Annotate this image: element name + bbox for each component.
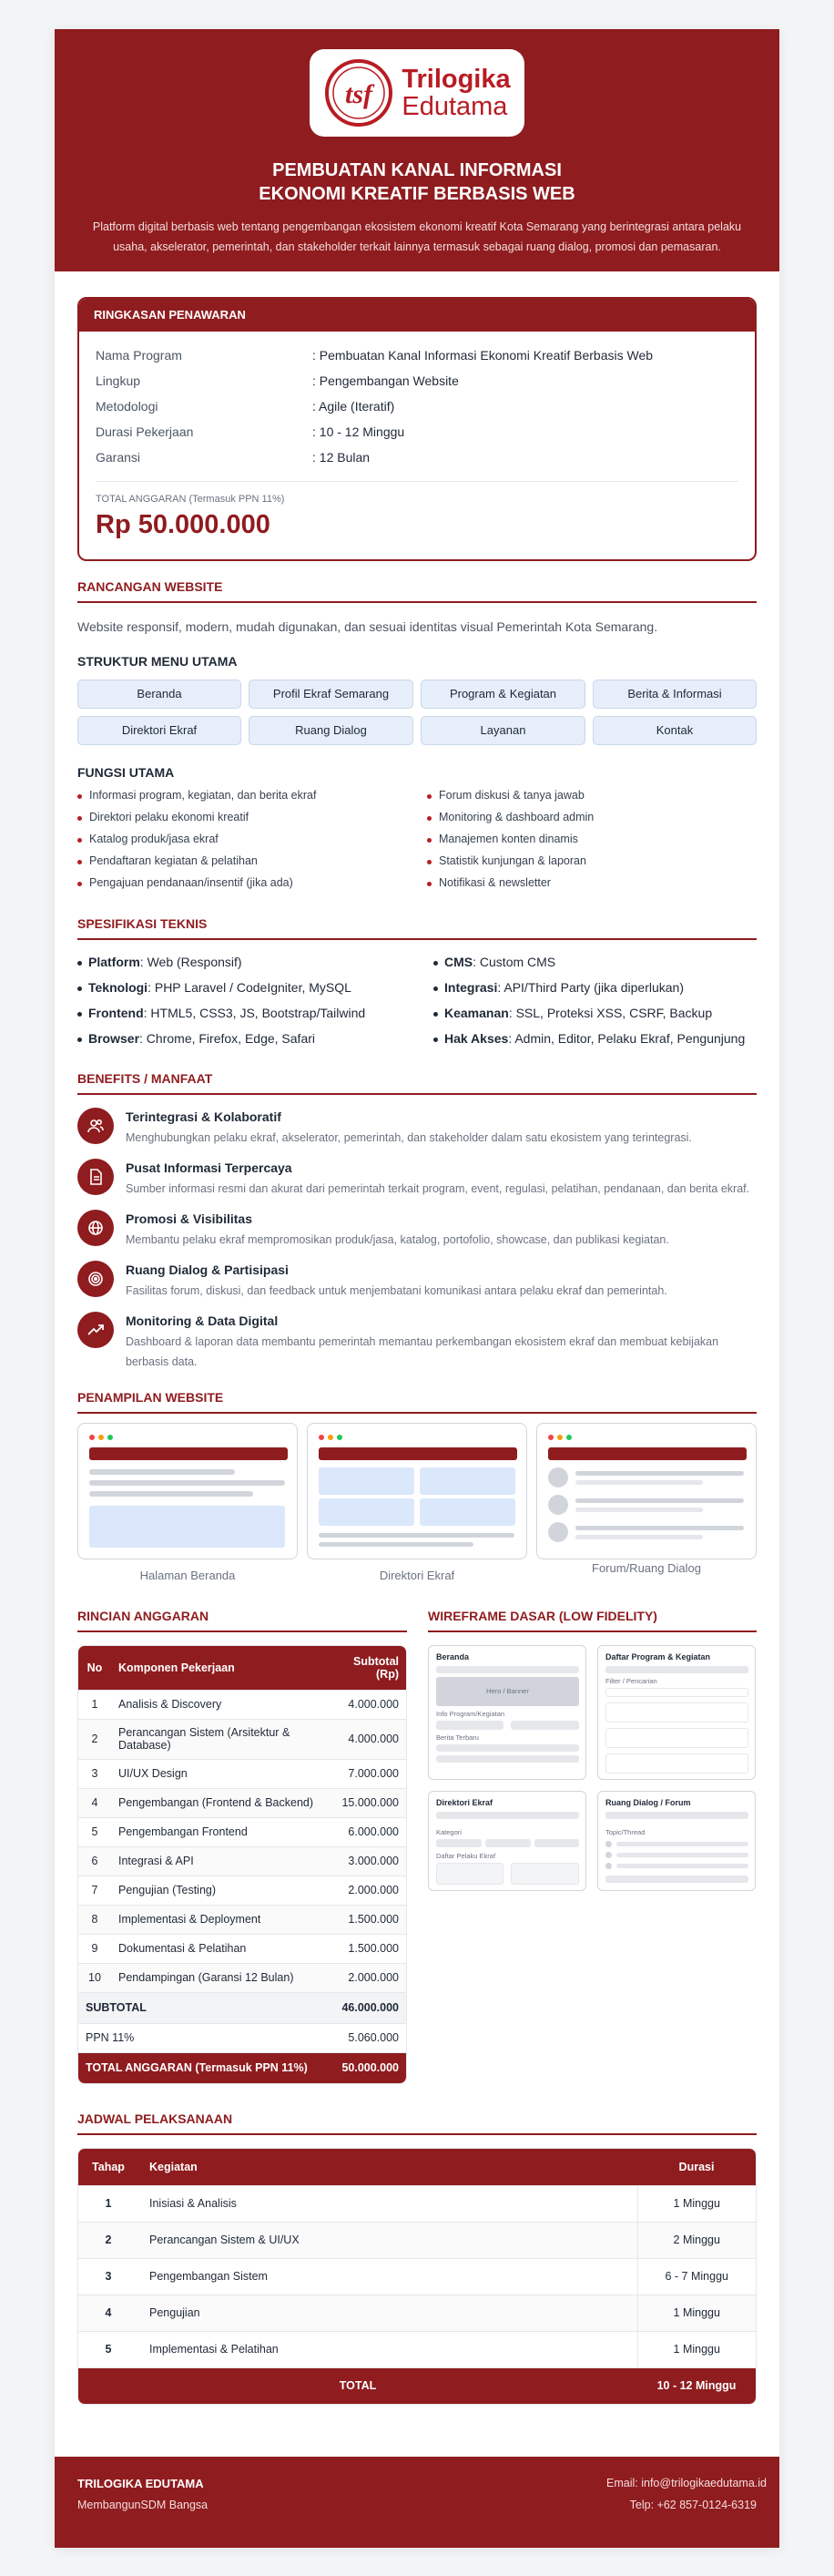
benefit-desc: Sumber informasi resmi dan akurat dari pemerintah terkait program, event, regulasi, pelatihan, pendanaan, dan berita ekraf. [126, 1182, 750, 1195]
budget-table [78, 1646, 406, 2083]
globe-icon [77, 1210, 114, 1246]
section-heading: WIREFRAME DASAR (LOW FIDELITY) [428, 1609, 757, 1632]
spec-item: Frontend: HTML5, CSS3, JS, Bootstrap/Tailwind [88, 1006, 366, 1020]
function-item: Pengajuan pendanaan/insentif (jika ada) [89, 876, 293, 889]
preview-caption: Direktori Ekraf [379, 1569, 455, 1582]
function-item: Pendaftaran kegiatan & pelatihan [89, 854, 258, 867]
table-row: 9 Dokumentasi & Pelatihan 1.500.000 [78, 1934, 406, 1963]
table-row: 3 UI/UX Design 7.000.000 [78, 1759, 406, 1788]
wireframe-program-list: Daftar Program & Kegiatan Filter / Pencarian [597, 1645, 756, 1780]
table-row: 4 Pengembangan (Frontend & Backend) 15.000.000 [78, 1788, 406, 1817]
section-heading: BENEFITS / MANFAAT [77, 1071, 757, 1095]
spec-item: Hak Akses: Admin, Editor, Pelaku Ekraf, Pengunjung [444, 1031, 746, 1046]
table-row: 2 Perancangan Sistem (Arsitektur & Database) 4.000.000 [78, 1719, 406, 1759]
budget-table-wrap [77, 1645, 407, 2084]
target-icon [77, 1261, 114, 1297]
function-item: Manajemen konten dinamis [439, 833, 578, 845]
hero-header [55, 29, 779, 271]
nav-ruang-dialog[interactable]: Ruang Dialog [249, 716, 413, 745]
nav-berita-informasi[interactable]: Berita & Informasi [593, 680, 757, 709]
page-title: PEMBUATAN KANAL INFORMASI EKONOMI KREATIF BERBASIS WEB [259, 160, 575, 204]
summary-value: : Pengembangan Website [312, 373, 459, 388]
benefit-desc: Menghubungkan pelaku ekraf, akselerator, pemerintah, dan stakeholder dalam satu ekosistem yang terintegrasi. [126, 1131, 692, 1144]
schedule-table [78, 2149, 756, 2404]
preview-section [77, 1390, 757, 1582]
function-item: Statistik kunjungan & laporan [439, 854, 586, 867]
section-heading: RINCIAN ANGGARAN [77, 1609, 407, 1632]
svg-text:tsf: tsf [345, 79, 373, 109]
wireframe-directory: Direktori Ekraf Kategori Daftar Pelaku Ekraf [428, 1791, 586, 1891]
table-row: 10 Pendampingan (Garansi 12 Bulan) 2.000.000 [78, 1963, 406, 1992]
table-row: 1 Analisis & Discovery 4.000.000 [78, 1690, 406, 1719]
total-budget-value: Rp 50.000.000 [96, 510, 270, 539]
preview-home [77, 1423, 298, 1559]
document-page [55, 29, 779, 2548]
function-item: Monitoring & dashboard admin [439, 811, 595, 823]
function-item: Notifikasi & newsletter [439, 876, 551, 889]
benefit-title: Monitoring & Data Digital [126, 1314, 279, 1328]
benefit-title: Pusat Informasi Terpercaya [126, 1160, 292, 1175]
nav-beranda[interactable]: Beranda [77, 680, 241, 709]
company-logo [310, 49, 524, 137]
trend-icon [77, 1312, 114, 1348]
table-row: 6 Integrasi & API 3.000.000 [78, 1846, 406, 1876]
table-row: 7 Pengujian (Testing) 2.000.000 [78, 1876, 406, 1905]
summary-label: Lingkup [96, 373, 141, 388]
summary-card [77, 297, 757, 561]
spec-item: CMS: Custom CMS [444, 955, 556, 969]
tsf-logo-icon [323, 57, 394, 128]
menu-heading: STRUKTUR MENU UTAMA [77, 654, 238, 669]
summary-label: Metodologi [96, 399, 158, 414]
benefit-title: Ruang Dialog & Partisipasi [126, 1262, 289, 1277]
summary-value: : Agile (Iteratif) [312, 399, 395, 414]
function-item: Direktori pelaku ekonomi kreatif [89, 811, 249, 823]
preview-forum [536, 1423, 757, 1559]
total-budget-label: TOTAL ANGGARAN (Termasuk PPN 11%) [96, 494, 285, 505]
table-header: Tahap Kegiatan Durasi [78, 2149, 756, 2185]
schedule-section [77, 2111, 757, 2405]
divider [96, 481, 738, 482]
summary-label: Nama Program [96, 348, 182, 363]
section-heading: PENAMPILAN WEBSITE [77, 1390, 757, 1414]
summary-value: : 10 - 12 Minggu [312, 424, 405, 439]
summary-heading: RINGKASAN PENAWARAN [79, 299, 755, 332]
total-row: TOTAL ANGGARAN (Termasuk PPN 11%) 50.000.000 [78, 2052, 406, 2083]
spec-item: Keamanan: SSL, Proteksi XSS, CSRF, Backup [444, 1006, 713, 1020]
benefit-title: Promosi & Visibilitas [126, 1211, 253, 1226]
benefit-title: Terintegrasi & Kolaboratif [126, 1109, 281, 1124]
footer-company: TRILOGIKA EDUTAMA [77, 2477, 204, 2490]
spec-item: Platform: Web (Responsif) [88, 955, 242, 969]
total-row: TOTAL 10 - 12 Minggu [78, 2367, 756, 2404]
functions-heading: FUNGSI UTAMA [77, 765, 175, 780]
function-item: Informasi program, kegiatan, dan berita ekraf [89, 789, 317, 802]
function-item: Katalog produk/jasa ekraf [89, 833, 219, 845]
budget-section [77, 1609, 407, 2084]
nav-direktori-ekraf[interactable]: Direktori Ekraf [77, 716, 241, 745]
document-icon [77, 1159, 114, 1195]
table-header: No Komponen Pekerjaan Subtotal (Rp) [78, 1646, 406, 1690]
table-row: 8 Implementasi & Deployment 1.500.000 [78, 1905, 406, 1934]
table-row: 3 Pengembangan Sistem 6 - 7 Minggu [78, 2258, 756, 2295]
preview-caption: Halaman Beranda [139, 1569, 236, 1582]
schedule-table-wrap [77, 2148, 757, 2405]
wireframe-home: Beranda Hero / Banner Info Program/Kegiatan Berita Terbaru [428, 1645, 586, 1780]
spec-item: Integrasi: API/Third Party (jika diperlukan) [444, 980, 684, 995]
summary-value: : 12 Bulan [312, 450, 371, 465]
brand-name-line2: Edutama [402, 92, 508, 121]
hero-description: Platform digital berbasis web tentang pengembangan ekosistem ekonomi kreatif Kota Semarang yang berintegrasi antara pelaku usaha, akselerator, pemerintah, dan stakeholder terkait lainnya termasuk sebagai ruang dialog, promosi dan pemasaran. [92, 220, 742, 253]
table-row: 5 Pengembangan Frontend 6.000.000 [78, 1817, 406, 1846]
section-heading: JADWAL PELAKSANAAN [77, 2111, 757, 2135]
nav-layanan[interactable]: Layanan [421, 716, 585, 745]
footer [55, 2457, 779, 2548]
benefit-desc: Membantu pelaku ekraf mempromosikan produk/jasa, katalog, portofolio, showcase, dan publikasi kegiatan. [126, 1233, 669, 1246]
users-icon [77, 1108, 114, 1144]
preview-caption: Forum/Ruang Dialog [592, 1561, 701, 1575]
table-row: 5 Implementasi & Pelatihan 1 Minggu [78, 2331, 756, 2367]
summary-label: Durasi Pekerjaan [96, 424, 194, 439]
wireframe-forum: Ruang Dialog / Forum Topic/Thread [597, 1791, 756, 1891]
preview-directory [307, 1423, 527, 1559]
nav-profil-ekraf[interactable]: Profil Ekraf Semarang [249, 680, 413, 709]
footer-phone[interactable]: Telp: +62 857-0124-6319 [629, 2499, 757, 2511]
table-row: 1 Inisiasi & Analisis 1 Minggu [78, 2185, 756, 2222]
spec-item: Teknologi: PHP Laravel / CodeIgniter, MySQL [88, 980, 351, 995]
footer-tagline: MembangunSDM Bangsa [77, 2499, 208, 2511]
footer-email[interactable]: Email: info@trilogikaedutama.id [606, 2477, 767, 2489]
benefit-desc: Fasilitas forum, diskusi, dan feedback untuk menjembatani komunikasi antara pelaku ekraf dan pemerintah. [126, 1284, 667, 1297]
section-heading: RANCANGAN WEBSITE [77, 579, 757, 603]
summary-value: : Pembuatan Kanal Informasi Ekonomi Kreatif Berbasis Web [312, 348, 654, 363]
function-item: Forum diskusi & tanya jawab [439, 789, 585, 802]
nav-kontak[interactable]: Kontak [593, 716, 757, 745]
wireframe-section [428, 1609, 757, 1860]
design-section [77, 579, 757, 889]
design-intro: Website responsif, modern, mudah digunakan, dan sesuai identitas visual Pemerintah Kota Semarang. [77, 619, 658, 634]
benefits-section [77, 1071, 757, 1368]
table-row: 4 Pengujian 1 Minggu [78, 2295, 756, 2331]
nav-program-kegiatan[interactable]: Program & Kegiatan [421, 680, 585, 709]
spec-item: Browser: Chrome, Firefox, Edge, Safari [88, 1031, 315, 1046]
table-row: 2 Perancangan Sistem & UI/UX 2 Minggu [78, 2222, 756, 2258]
ppn-row: PPN 11% 5.060.000 [78, 2023, 406, 2052]
summary-label: Garansi [96, 450, 141, 465]
subtotal-row: SUBTOTAL 46.000.000 [78, 1992, 406, 2023]
brand-name-line1: Trilogika [402, 65, 511, 94]
benefit-desc: Dashboard & laporan data membantu pemerintah memantau perkembangan ekosistem ekraf dan membuat kebijakan berbasis data. [126, 1335, 719, 1368]
section-heading: SPESIFIKASI TEKNIS [77, 916, 757, 940]
specs-section [77, 916, 757, 1046]
